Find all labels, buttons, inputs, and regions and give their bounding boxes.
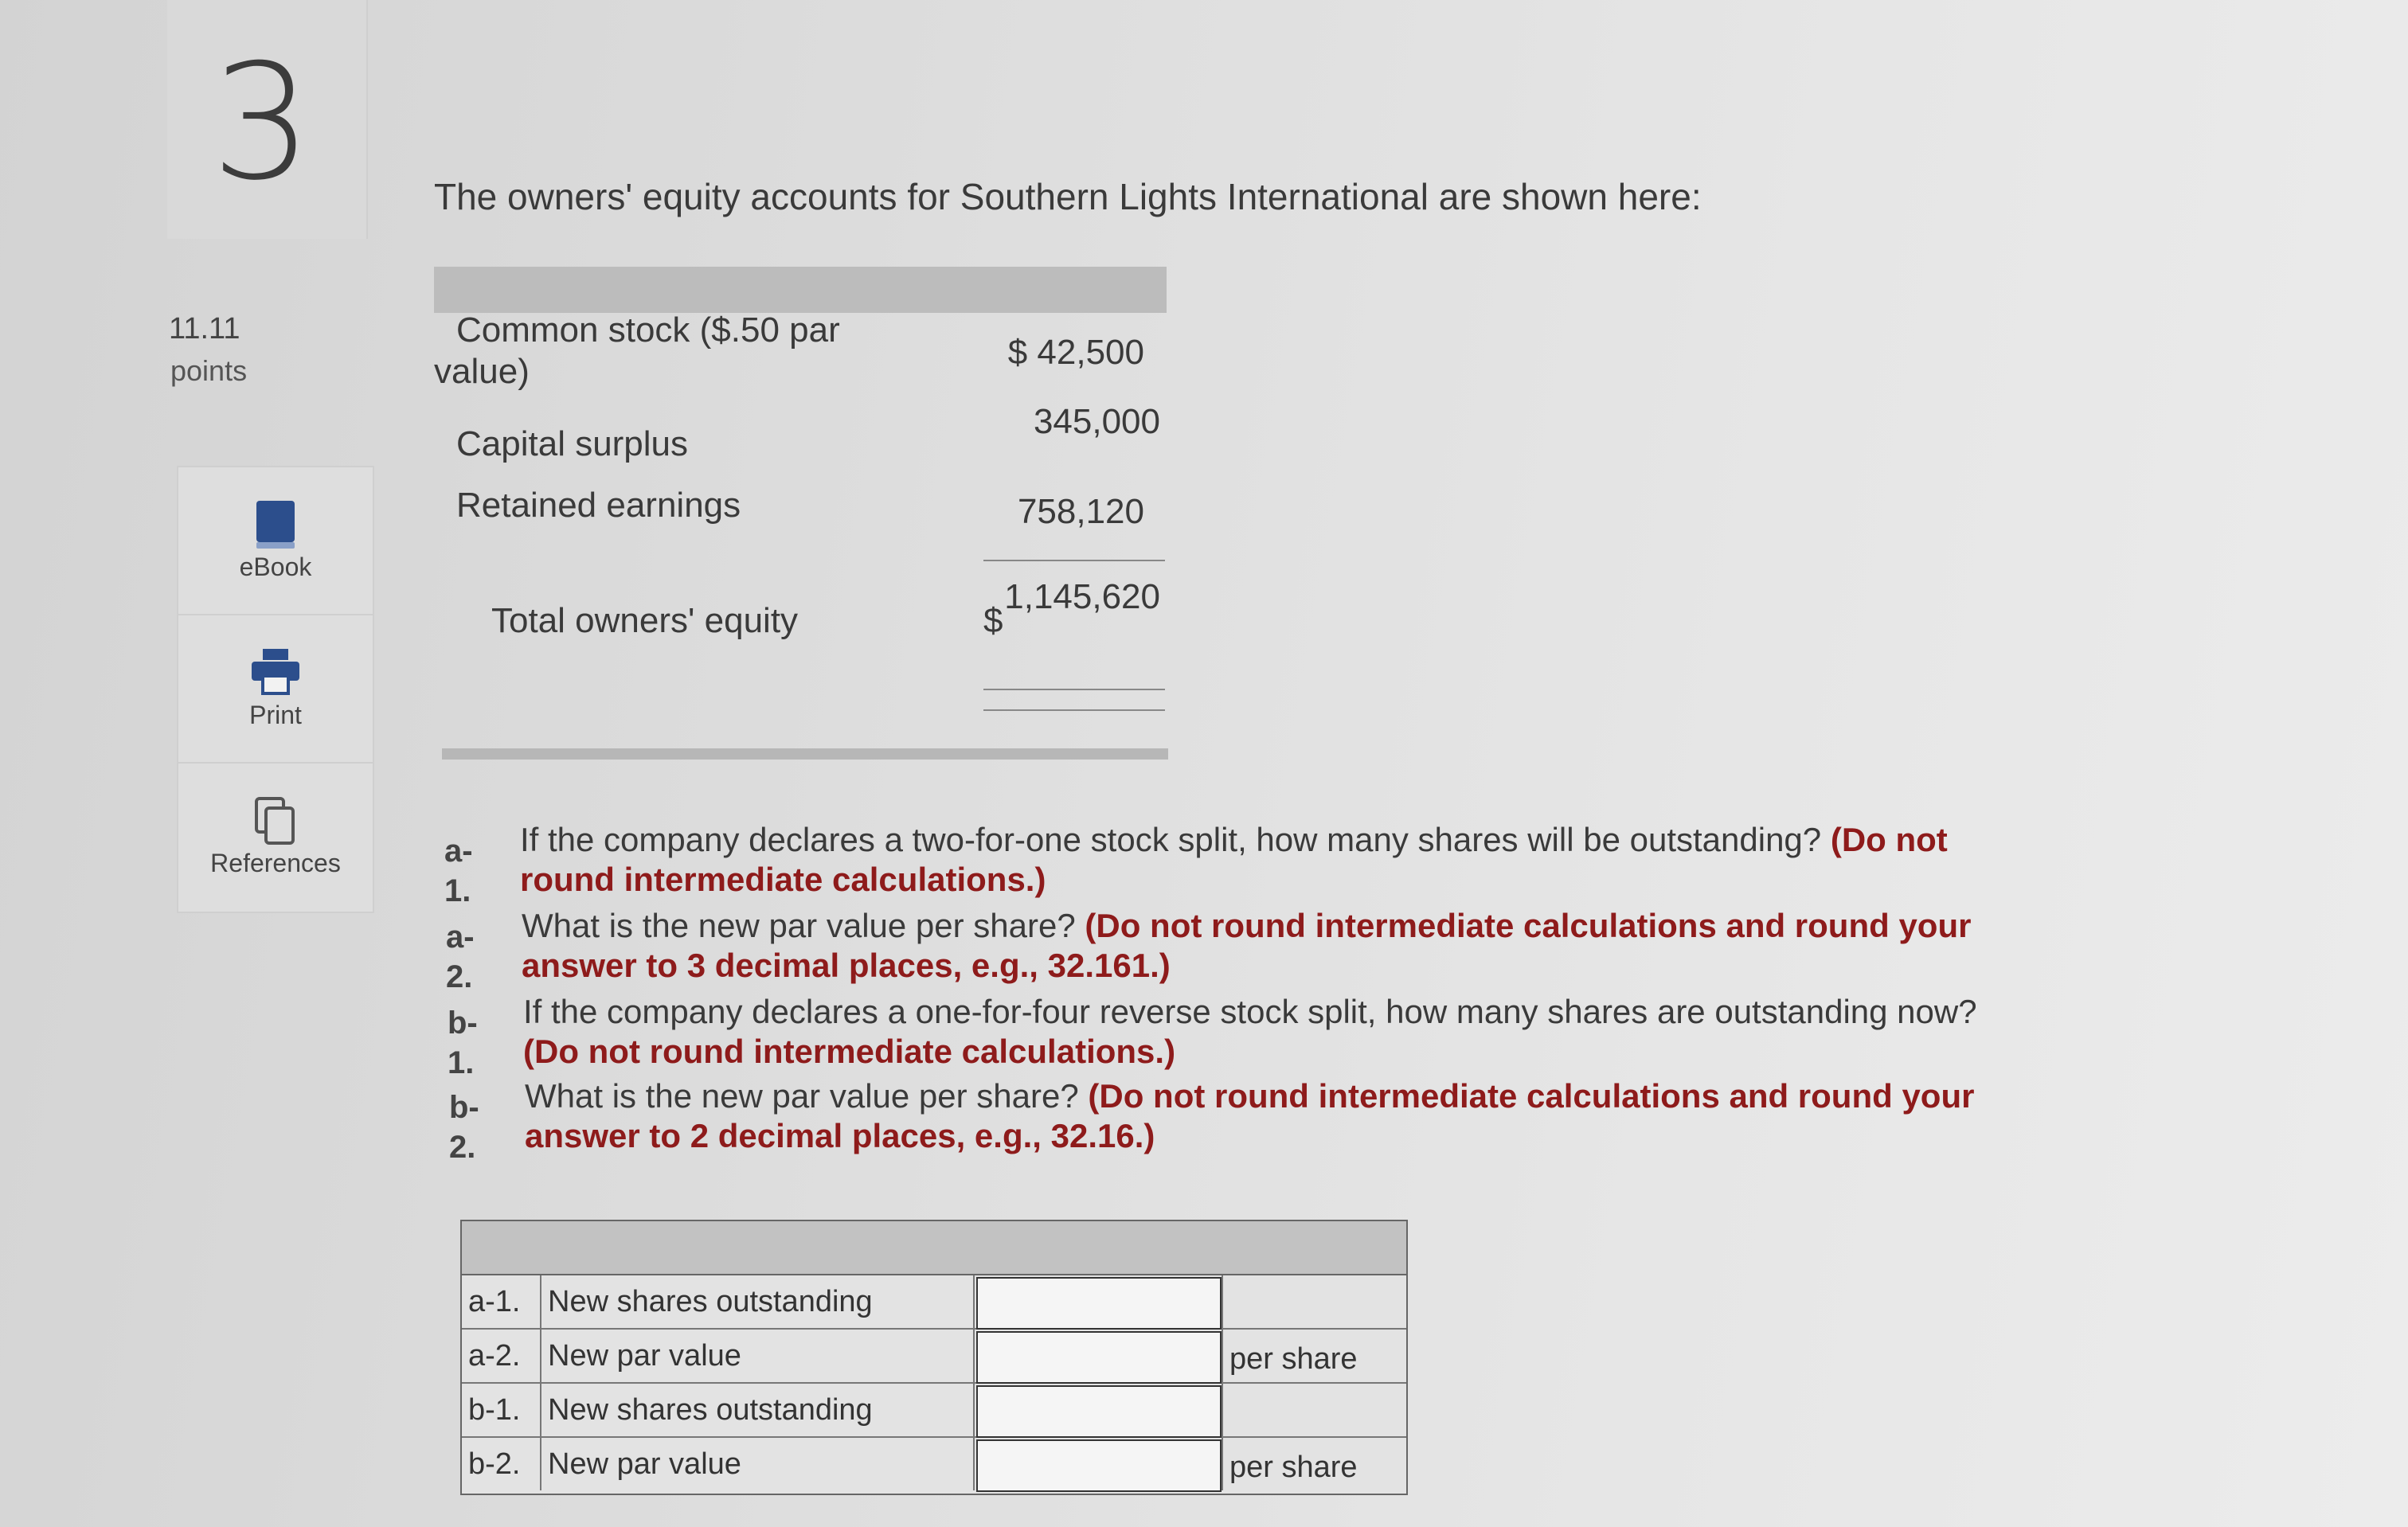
question-a1-body: If the company declares a two-for-one stock split, how many shares will be outstanding? <box>520 821 1831 858</box>
column-divider <box>540 1438 541 1490</box>
answer-b1-label: New shares outstanding <box>548 1393 873 1427</box>
total-equity-currency: $ <box>983 601 1003 640</box>
ebook-button[interactable] <box>178 467 373 615</box>
answer-row-b1 <box>462 1384 1406 1438</box>
answer-b2-label: New par value <box>548 1447 741 1481</box>
question-b1-text <box>523 992 1996 1072</box>
column-divider <box>540 1384 541 1436</box>
question-a2-body: What is the new par value per share? <box>522 907 1085 944</box>
column-divider <box>1222 1438 1223 1490</box>
tools-panel <box>177 466 374 913</box>
question-b1-tag: b-1. <box>448 1006 478 1080</box>
answer-a2-unit: per share <box>1229 1342 1358 1376</box>
column-divider <box>973 1330 975 1382</box>
answer-a1-input[interactable] <box>976 1277 1222 1330</box>
answer-a1-label: New shares outstanding <box>548 1285 873 1318</box>
total-double-underline-bottom <box>983 709 1165 711</box>
common-stock-value: $ 42,500 <box>1007 333 1144 372</box>
total-double-underline-top <box>983 689 1165 690</box>
common-stock-label-line1: Common stock ($.50 par <box>456 310 840 350</box>
question-prompt: The owners' equity accounts for Southern Lights International are shown here: <box>434 176 1702 217</box>
answer-row-a2 <box>462 1330 1406 1384</box>
column-divider <box>1222 1275 1223 1328</box>
retained-earnings-value: 758,120 <box>1017 492 1144 531</box>
answer-table-header <box>462 1221 1406 1275</box>
capital-surplus-label: Capital surplus <box>456 424 689 463</box>
retained-earnings-label: Retained earnings <box>456 486 741 525</box>
question-b2-note: (Do not round intermediate calculations and round your answer to 2 decimal places, e.g., 32.16.) <box>525 1077 1975 1154</box>
question-b1-note: (Do not round intermediate calculations.) <box>523 1033 1176 1070</box>
column-divider <box>540 1275 541 1328</box>
points-label: points <box>170 354 248 387</box>
answer-b1-tag: b-1. <box>468 1393 521 1427</box>
answer-row-a1 <box>462 1275 1406 1330</box>
total-equity-value: 1,145,620 <box>1004 577 1160 616</box>
total-equity-label: Total owners' equity <box>491 601 799 640</box>
question-a2-note: (Do not round intermediate calculations and round your answer to 3 decimal places, e.g., 32.161.) <box>522 907 1972 984</box>
question-b2-tag: b-2. <box>449 1090 479 1165</box>
column-divider <box>973 1384 975 1436</box>
column-divider <box>1222 1330 1223 1382</box>
answer-a2-label: New par value <box>548 1339 741 1373</box>
column-divider <box>1222 1384 1223 1436</box>
answer-b1-input[interactable] <box>976 1385 1222 1438</box>
answer-a2-input[interactable] <box>976 1331 1222 1384</box>
common-stock-label-line2: value) <box>434 352 530 391</box>
column-divider <box>973 1438 975 1490</box>
print-button[interactable] <box>178 615 373 764</box>
answer-b2-unit: per share <box>1229 1451 1358 1484</box>
equity-table-footer <box>442 748 1168 760</box>
question-b2-body: What is the new par value per share? <box>525 1077 1089 1115</box>
print-label: Print <box>249 701 302 729</box>
answer-row-b2 <box>462 1438 1406 1490</box>
capital-surplus-value: 345,000 <box>1033 402 1160 441</box>
question-a2-tag: a-2. <box>446 920 475 994</box>
question-a1-tag: a-1. <box>444 834 473 908</box>
subtotal-underline <box>983 560 1165 561</box>
ebook-label: eBook <box>239 553 312 581</box>
question-b2-text <box>525 1076 1998 1156</box>
question-a1-note: (Do not round intermediate calculations.) <box>520 821 1948 898</box>
column-divider <box>540 1330 541 1382</box>
question-number: 3 <box>211 30 313 216</box>
references-button[interactable] <box>178 764 373 910</box>
question-a2-text <box>522 906 1995 986</box>
answer-b2-tag: b-2. <box>468 1447 521 1481</box>
question-a1-text <box>520 820 1993 900</box>
equity-table-header <box>434 267 1167 313</box>
copy-icon <box>252 795 299 852</box>
references-label: References <box>210 849 341 877</box>
points-value: 11.11 <box>169 312 240 346</box>
printer-icon <box>250 647 301 701</box>
answer-a2-tag: a-2. <box>468 1339 521 1373</box>
column-divider <box>973 1275 975 1328</box>
question-b1-body: If the company declares a one-for-four reverse stock split, how many shares are outstanding now? <box>523 993 1977 1030</box>
answer-table <box>460 1220 1408 1495</box>
book-icon <box>253 499 298 556</box>
answer-a1-tag: a-1. <box>468 1285 521 1318</box>
answer-b2-input[interactable] <box>976 1439 1222 1492</box>
